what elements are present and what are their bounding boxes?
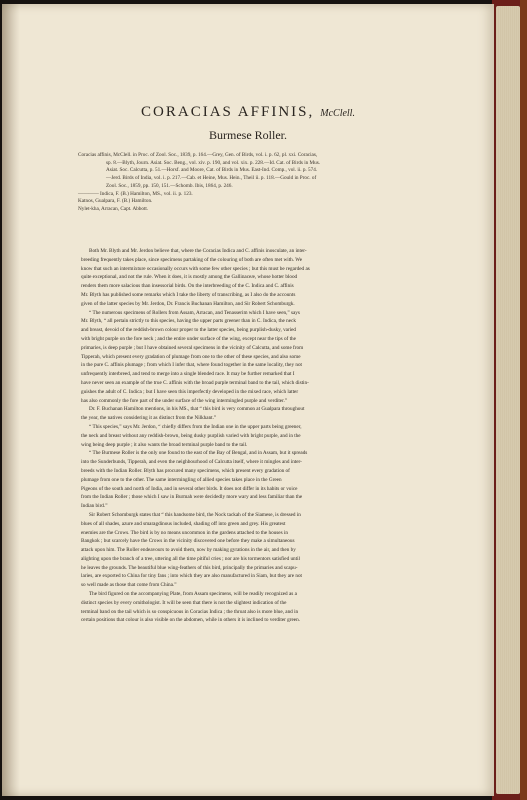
synonymy-line: Coracias affinis, McClell. in Proc. of Zool. Soc., 1839, p. 164.—Grey, Gen. of Birds, vol. i. p. 62, pl. xxi. Coracias, [78,152,318,158]
body-line: Sir Robert Schomburgk states that “ this handsome bird, the Nock tackah of the Siamese, is dressed in [89,511,301,518]
body-line: with bright purple on the fore neck ; and the entire under surface of the wing, except near the tips of the [81,335,296,342]
body-line: breeds with the Indian Roller. Blyth has procured many specimens, which present every gradation of [81,467,290,474]
body-line: he leaves the grounds. The beautiful blue wing-feathers of this bird, principally the primaries and scapu- [81,564,298,571]
body-line: enemies are the Crows. The bird is by no means uncommon in the gardens attached to the houses in [81,529,288,536]
body-line: Tipperah, which present every gradation of plumage from one to the other of these species, and also some [81,353,301,360]
common-name: Burmese Roller. [209,128,287,142]
body-line: “ The numerous specimens of Rollers from Assam, Arracan, and Tenasserim which I have seen,” says [89,309,300,316]
body-line: know that such an intermixture occasionally occurs with some few other species ; but this must be regarded as [81,265,310,272]
page-edges [496,6,520,794]
body-line: given of the latter species by Mr. Jerdon, Dr. Francis Buchanan Hamilton, and Sir Robert Schomburgk. [81,300,295,307]
body-line: Both Mr. Blyth and Mr. Jerdon believe that, where the Coracias Indica and C. affinis inosculate, an inter- [89,248,307,254]
book-page [2,4,494,796]
gutter-shadow [2,4,20,796]
synonymy-line: Asiat. Soc. Calcutta, p. 51.—Horsf. and Moore, Cat. of Birds in Mus. East-Ind. Comp., vol. ii. p. 574. [106,167,318,174]
body-line: “ This species,” says Mr. Jerdon, “ chiefly differs from the Indian one in the upper parts being greener, [89,423,302,430]
body-line: so well made as those that come from China.” [81,582,177,589]
body-text [81,247,461,625]
body-line: The bird figured on the accompanying Plate, from Assam specimens, will be readily recognized as a [89,591,297,598]
synonymy-line: —Jerd. Birds of India, vol. i. p. 217.—Cab. et Heine, Mus. Hein., Theil ii. p. 118.—Gould in Proc. of [106,175,317,182]
body-line: attack upon him. The Roller endeavours to avoid them, now by making gyrations in the air, and then by [81,547,296,554]
synonymy-block [78,152,458,214]
body-line: terminal band on the tail which is so conspicuous in Coracias Indica ; the throat also is more blue, and in [81,608,299,615]
body-line: the year, the natives considering it as distinct from the Nilkhant.” [81,415,217,422]
synonymy-line: Katnos, Gualpara, F. (B.) Hamilton. [78,198,153,205]
synonymy-line: Nylet-kha, Arracan, Capt. Abbott. [78,205,149,212]
body-line: in the pure C. affinis plumage ; from which I infer that, where found together in the same locality, they not [81,362,302,369]
body-line: breeding frequently takes place, since specimens partaking of the colouring of both are often met with. We [81,256,303,263]
body-line: the neck and breast without any reddish-brown, being dusky purplish varied with bright purple, and in the [81,432,301,439]
synonymy-line: ———— Indica, F. (B.) Hamilton, MS., vol. ii. p. 123. [78,190,193,197]
body-line: laries, are exported to China for tiny fans ; into which they are also manufactured in Siam, but they are not [81,573,302,580]
body-line: have never seen an example of the true C. affinis with the broad purple terminal band to the tail, which distin- [81,379,309,386]
body-line: plumage from one to the other. The same intermingling of allied species takes place in the Green [81,476,282,483]
title-text: CORACIAS AFFINIS, [141,104,315,120]
body-line: into the Sunderbunds, Tipperah, and even the neighbourhood of Calcutta itself, where it mingles and inter- [81,459,302,466]
body-line: wing being deep purple ; it also wants the broad terminal purple band to the tail. [81,441,248,448]
body-line: quite exceptional, and not the rule. When it does, it is mostly among the Gallinaceæ, whose hotter blood [81,274,298,281]
body-line: certain positions that colour is also visible on the abdomen, while in others it is inclined to verditer green. [81,617,300,624]
synonymy-line: sp. 8.—Blyth, Journ. Asiat. Soc. Beng., vol. xiv. p. 190, and vol. xix. p. 228.—Id. Cat. of Birds in Mus. [106,159,321,166]
body-line: Indian bird.” [81,503,108,510]
body-line: from the Indian Roller ; those which I saw in Burmah were decidedly more wary and less familiar than the [81,494,303,501]
body-line: guishes the adult of C. Indica ; but I have seen this imperfectly developed in the mixed race, which latter [81,388,299,395]
body-line: distinct species by every ornithologist. It will be seen that there is not the slightest indication of the [81,599,287,606]
title-author: McClell. [320,108,355,119]
body-line: Pigeons of the south and north of India, and in several other birds. It does not differ in its habits or voice [81,485,298,492]
body-line: Bangkok ; but scarcely have the Crows in the vicinity discovered one before they make a simultaneous [81,538,295,545]
body-line: Mr. Blyth has published some remarks which I take the liberty of transcribing, as I also do the accounts [81,291,296,298]
body-line: Mr. Blyth, “ all pertain strictly to this species, having the upper parts greener than in C. Indica, the neck [81,318,296,325]
body-line: Dr. F. Buchanan Hamilton mentions, in his MS., that “ this bird is very common at Gualpara throughout [89,406,305,413]
species-title [2,104,494,121]
body-line: renders them more salacious than insessorial birds. On the interbreeding of the C. Indica and C. affinis [81,283,294,290]
synonymy-line: Zool. Soc., 1859, pp. 150, 151.—Schomb. Ibis, 1864, p. 246. [106,182,233,189]
body-line: has also commonly the fore part of the under surface of the wing intermingled purple and verditer.” [81,397,288,404]
body-line: and breast, devoid of the reddish-brown colour proper to the latter species, being purplish-dusky, varied [81,327,297,334]
body-line: primaries, is deep purple ; but I have obtained several specimens in the vicinity of Calcutta, and some from [81,344,304,351]
body-line: blues of all shades, azure and smaragdinous included, shading off into green and grey. His greatest [81,520,286,527]
body-line: alighting upon the branch of a tree, uttering all the time pitiful cries ; nor are his tormentors satisfied until [81,555,300,562]
book-spine-edge [520,0,527,800]
body-line: unfrequently interbreed, and tend to merge into a single blended race. It may be further remarked that I [81,371,295,378]
body-line: “ The Burmese Roller is the only one found to the east of the Bay of Bengal, and in Assam, but it spreads [89,450,308,457]
